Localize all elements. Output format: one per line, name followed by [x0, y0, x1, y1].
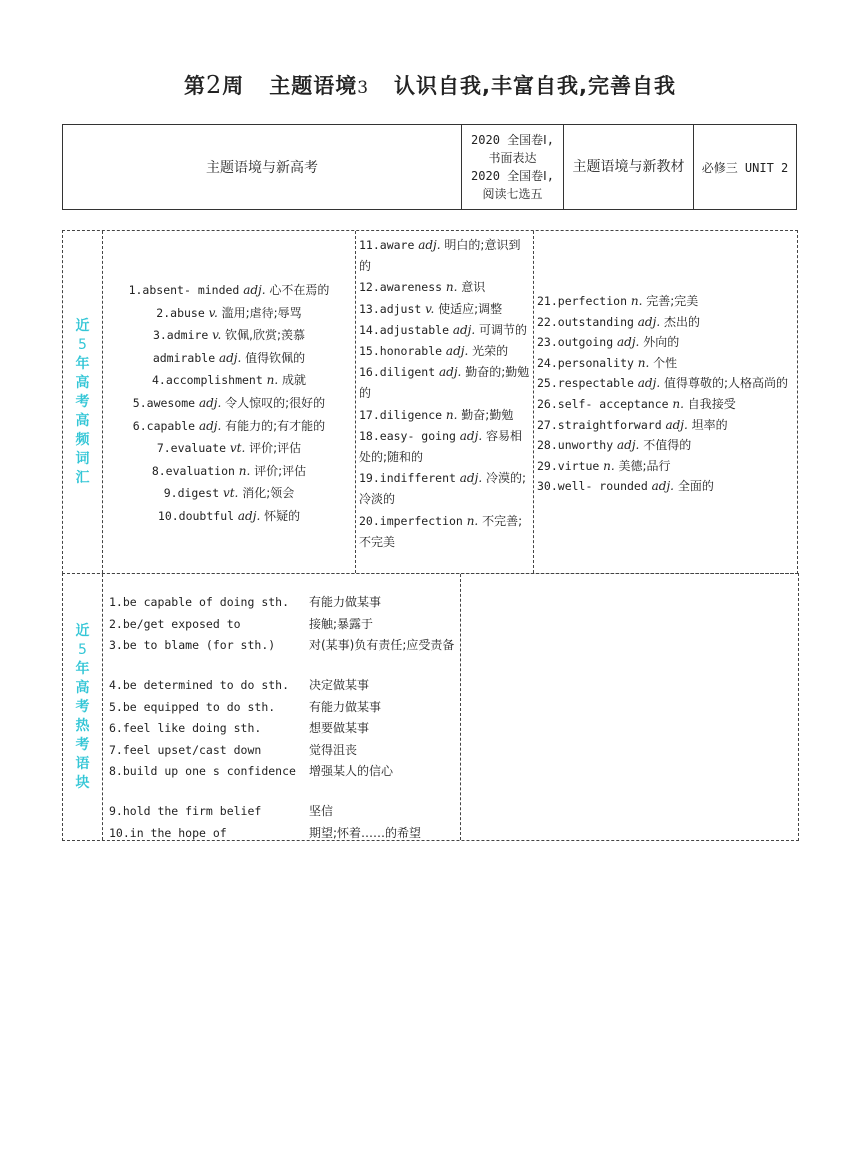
vocab-meaning: 全面的 — [677, 479, 714, 494]
phrase-en: 10.in the hope of — [109, 825, 227, 840]
vocab-pos: adj. — [237, 508, 261, 523]
vocab-word: admirable — [152, 350, 216, 365]
phrase-en: 9.hold the firm belief — [109, 804, 262, 818]
vocab-word: 19.indifferent — [359, 471, 456, 486]
vocab-entry — [103, 347, 355, 370]
vocab-pos: vt. — [229, 441, 246, 456]
vocab-entry — [103, 460, 355, 483]
vocab-entry — [537, 353, 795, 374]
theme-label: 主题语境 — [269, 74, 358, 98]
vocab-entry — [359, 341, 531, 362]
vocab-meaning: 容易相处的;随和的 — [359, 428, 522, 465]
vocab-entry — [537, 394, 795, 415]
vocab-entry — [103, 482, 355, 505]
vocab-pos: adj. — [651, 479, 674, 494]
vocab-pos: n. — [238, 463, 251, 478]
vocab-pos: v. — [212, 328, 222, 343]
vocab-pos: n. — [445, 280, 458, 295]
vocab-entry — [537, 435, 795, 456]
vocab-meaning: 怀疑的 — [264, 508, 301, 523]
header-col-unit: 必修三 UNIT 2 — [701, 160, 789, 175]
vocab-pos: n. — [266, 373, 279, 388]
vocab-word: 8.evaluation — [151, 463, 235, 478]
vocab-pos: adj. — [617, 438, 640, 453]
week-prefix: 第 — [184, 74, 207, 98]
vocab-entry — [103, 415, 355, 438]
vocab-meaning: 坦率的 — [691, 417, 728, 432]
header-col-exam: 主题语境与新高考 — [63, 125, 462, 209]
vocab-pos: adj. — [218, 350, 242, 365]
vocab-pos: adj. — [198, 418, 222, 433]
vocab-word: 17.diligence — [359, 407, 443, 422]
phrase-row — [103, 614, 460, 636]
vocab-word: 21.perfection — [537, 294, 628, 308]
vocab-word: 14.adjustable — [359, 322, 450, 337]
vocab-col-3 — [534, 231, 797, 573]
vocab-entry — [103, 392, 355, 415]
vocab-meaning: 评价;评估 — [249, 441, 302, 456]
vocab-meaning: 外向的 — [643, 335, 680, 350]
vocab-meaning: 美德;品行 — [618, 458, 671, 473]
vocab-pos: n. — [672, 396, 684, 411]
vocab-pos: n. — [637, 355, 650, 370]
side-label-char: 考 — [75, 698, 90, 715]
phrase-side-label — [63, 574, 103, 840]
phrase-col-2 — [461, 574, 798, 840]
vocab-col-1 — [103, 231, 356, 573]
side-label-char: 年 — [75, 660, 90, 677]
phrase-row — [103, 823, 460, 845]
vocab-table — [62, 230, 798, 574]
side-label-char: 频 — [75, 431, 90, 448]
vocab-meaning: 值得钦佩的 — [245, 350, 306, 365]
phrase-row — [103, 697, 460, 719]
vocab-col-2 — [356, 231, 534, 573]
side-label-char: 语 — [75, 755, 90, 772]
header-col-sources — [462, 125, 564, 209]
vocab-pos: n. — [445, 407, 458, 422]
source-line: 2020 全国卷Ⅰ, — [471, 169, 554, 183]
vocab-entry — [359, 362, 531, 404]
phrase-en: 3.be to blame (for sth.) — [109, 638, 276, 652]
vocab-meaning: 有能力的;有才能的 — [225, 418, 326, 433]
vocab-entry — [537, 332, 795, 353]
phrase-table — [62, 573, 799, 841]
vocab-entry — [537, 373, 795, 394]
vocab-word: 16.diligent — [359, 365, 436, 380]
vocab-pos: n. — [630, 294, 643, 308]
vocab-word: 13.adjust — [359, 301, 422, 316]
vocab-pos: adj. — [637, 314, 661, 329]
vocab-pos: adj. — [617, 335, 640, 350]
vocab-pos: adj. — [452, 322, 476, 337]
phrase-zh: 觉得沮丧 — [309, 742, 358, 757]
vocab-word: 15.honorable — [359, 344, 443, 359]
vocab-word: 24.personality — [537, 355, 634, 370]
vocab-entry — [537, 312, 795, 333]
phrase-row — [103, 635, 460, 675]
vocab-word: 22.outstanding — [537, 314, 634, 329]
side-label-char: 高 — [75, 412, 90, 429]
vocab-meaning: 令人惊叹的;很好的 — [225, 395, 326, 410]
side-label-char: 词 — [75, 450, 90, 467]
phrase-zh: 想要做某事 — [309, 721, 370, 735]
side-label-char: 考 — [75, 736, 90, 753]
vocab-word: 27.straightforward — [537, 417, 662, 432]
vocab-word: 11.aware — [359, 238, 415, 252]
vocab-meaning: 个性 — [653, 355, 678, 370]
vocab-pos: adj. — [243, 283, 266, 297]
phrase-zh: 有能力做某事 — [309, 595, 382, 609]
vocab-meaning: 冷漠的;冷淡的 — [359, 471, 527, 507]
phrase-zh: 期望;怀着……的希望 — [309, 825, 422, 840]
vocab-pos: adj. — [665, 417, 688, 432]
phrase-row — [103, 592, 460, 614]
vocab-entry — [359, 405, 531, 426]
vocab-meaning: 消化;领会 — [242, 486, 295, 501]
side-label-char: 高 — [75, 679, 90, 696]
side-label-char: 考 — [75, 393, 90, 410]
week-number: 2 — [206, 71, 223, 99]
vocab-entry — [537, 476, 795, 497]
phrase-row — [103, 718, 460, 740]
vocab-word: 10.doubtful — [157, 508, 235, 523]
vocab-word: 23.outgoing — [537, 335, 614, 350]
vocab-entry — [537, 291, 795, 312]
vocab-pos: adj. — [445, 344, 469, 359]
side-label-char: 5 — [78, 641, 87, 658]
phrase-zh: 坚信 — [309, 804, 334, 818]
vocab-word: 1.absent- minded — [128, 283, 240, 297]
vocab-word: 20.imperfection — [359, 513, 463, 528]
vocab-entry — [103, 437, 355, 460]
side-label-char: 年 — [75, 355, 90, 372]
vocab-meaning: 完善;完美 — [646, 294, 699, 308]
vocab-word: 30.well- rounded — [537, 479, 648, 494]
side-label-char: 近 — [75, 317, 90, 334]
vocab-meaning: 明白的;意识到的 — [359, 238, 521, 274]
side-label-char: 块 — [75, 774, 90, 791]
vocab-meaning: 杰出的 — [663, 314, 700, 329]
vocab-entry — [359, 235, 531, 277]
source-line: 书面表达 — [488, 151, 537, 165]
phrase-en: 6.feel like doing sth. — [109, 721, 262, 735]
vocab-pos: adj. — [459, 471, 483, 486]
vocab-pos: n. — [466, 513, 479, 528]
vocab-entry — [359, 277, 531, 298]
vocab-meaning: 可调节的 — [479, 322, 528, 337]
vocab-meaning: 成就 — [281, 373, 306, 388]
week-suffix: 周 — [222, 74, 245, 98]
vocab-word: 28.unworthy — [537, 438, 614, 453]
side-label-char: 热 — [75, 717, 90, 734]
vocab-meaning: 光荣的 — [472, 344, 509, 359]
vocab-word: 2.abuse — [156, 305, 205, 320]
phrase-en: 8.build up one s confidence — [109, 764, 296, 778]
vocab-word: 29.virtue — [537, 458, 600, 473]
phrase-col-1 — [103, 574, 461, 840]
vocab-meaning: 意识 — [461, 280, 486, 295]
phrase-zh: 有能力做某事 — [309, 699, 382, 714]
source-line: 2020 全国卷Ⅰ, — [471, 133, 554, 147]
vocab-entry — [537, 415, 795, 436]
side-label-char: 5 — [78, 336, 87, 353]
vocab-word: 26.self- acceptance — [537, 396, 669, 411]
vocab-entry — [359, 426, 531, 468]
theme-number: 3 — [357, 78, 370, 98]
vocab-word: 18.easy- going — [359, 428, 456, 443]
vocab-word: 5.awesome — [132, 395, 196, 410]
vocab-word: 25.respectable — [537, 376, 634, 391]
vocab-entry — [103, 324, 355, 347]
vocab-side-label — [63, 231, 103, 573]
vocab-entry — [103, 505, 355, 528]
vocab-word: 12.awareness — [359, 280, 443, 295]
phrase-en: 5.be equipped to do sth. — [109, 699, 276, 714]
vocab-entry — [103, 279, 355, 302]
phrase-en: 1.be capable of doing sth. — [109, 595, 290, 609]
vocab-entry — [359, 511, 531, 553]
vocab-pos: adj. — [418, 238, 441, 252]
phrase-row — [103, 801, 460, 823]
header-table — [62, 124, 797, 210]
phrase-zh: 接触;暴露于 — [309, 616, 374, 631]
vocab-pos: adj. — [459, 428, 483, 443]
side-label-char: 近 — [75, 622, 90, 639]
vocab-entry — [359, 299, 531, 320]
vocab-entry — [537, 456, 795, 477]
vocab-meaning: 心不在焉的 — [269, 283, 330, 297]
vocab-entry — [359, 468, 531, 510]
source-line: 阅读七选五 — [482, 187, 543, 201]
phrase-row — [103, 740, 460, 762]
vocab-meaning: 使适应;调整 — [438, 301, 503, 316]
vocab-pos: n. — [603, 458, 615, 473]
vocab-pos: adj. — [198, 395, 222, 410]
vocab-entry — [103, 302, 355, 325]
vocab-word: 6.capable — [132, 418, 196, 433]
vocab-meaning: 不值得的 — [643, 438, 692, 453]
phrase-zh: 对(某事)负有责任;应受责备 — [309, 638, 455, 652]
vocab-word: 3.admire — [152, 328, 209, 343]
vocab-meaning: 钦佩,欣赏;羡慕 — [225, 328, 306, 343]
phrase-zh: 增强某人的信心 — [309, 764, 394, 778]
phrase-row — [103, 675, 460, 697]
vocab-pos: v. — [425, 301, 435, 316]
vocab-word: 7.evaluate — [156, 441, 227, 456]
vocab-meaning: 评价;评估 — [254, 463, 307, 478]
vocab-meaning: 值得尊敬的;人格高尚的 — [663, 376, 789, 391]
vocab-pos: adj. — [439, 365, 462, 380]
phrase-en: 2.be/get exposed to — [109, 616, 241, 631]
vocab-word: 4.accomplishment — [152, 373, 263, 388]
theme-text: 认识自我,丰富自我,完善自我 — [394, 74, 676, 98]
phrase-en: 4.be determined to do sth. — [109, 678, 290, 692]
vocab-entry — [103, 369, 355, 392]
phrase-zh: 决定做某事 — [309, 678, 370, 692]
vocab-meaning: 勤奋的;勤勉的 — [359, 365, 530, 401]
vocab-meaning: 滥用;虐待;辱骂 — [221, 305, 302, 320]
page-title — [0, 70, 860, 100]
vocab-pos: v. — [208, 305, 218, 320]
header-col-textbook: 主题语境与新教材 — [564, 125, 694, 209]
vocab-pos: adj. — [637, 376, 661, 391]
vocab-meaning: 不完善;不完美 — [359, 513, 523, 549]
phrase-row — [103, 761, 460, 801]
vocab-meaning: 勤奋;勤勉 — [461, 407, 514, 422]
vocab-meaning: 自我接受 — [687, 396, 736, 411]
vocab-word: 9.digest — [163, 486, 220, 501]
vocab-pos: vt. — [222, 486, 239, 501]
vocab-entry — [359, 320, 531, 341]
phrase-en: 7.feel upset/cast down — [109, 742, 262, 757]
side-label-char: 汇 — [75, 469, 90, 486]
side-label-char: 高 — [75, 374, 90, 391]
